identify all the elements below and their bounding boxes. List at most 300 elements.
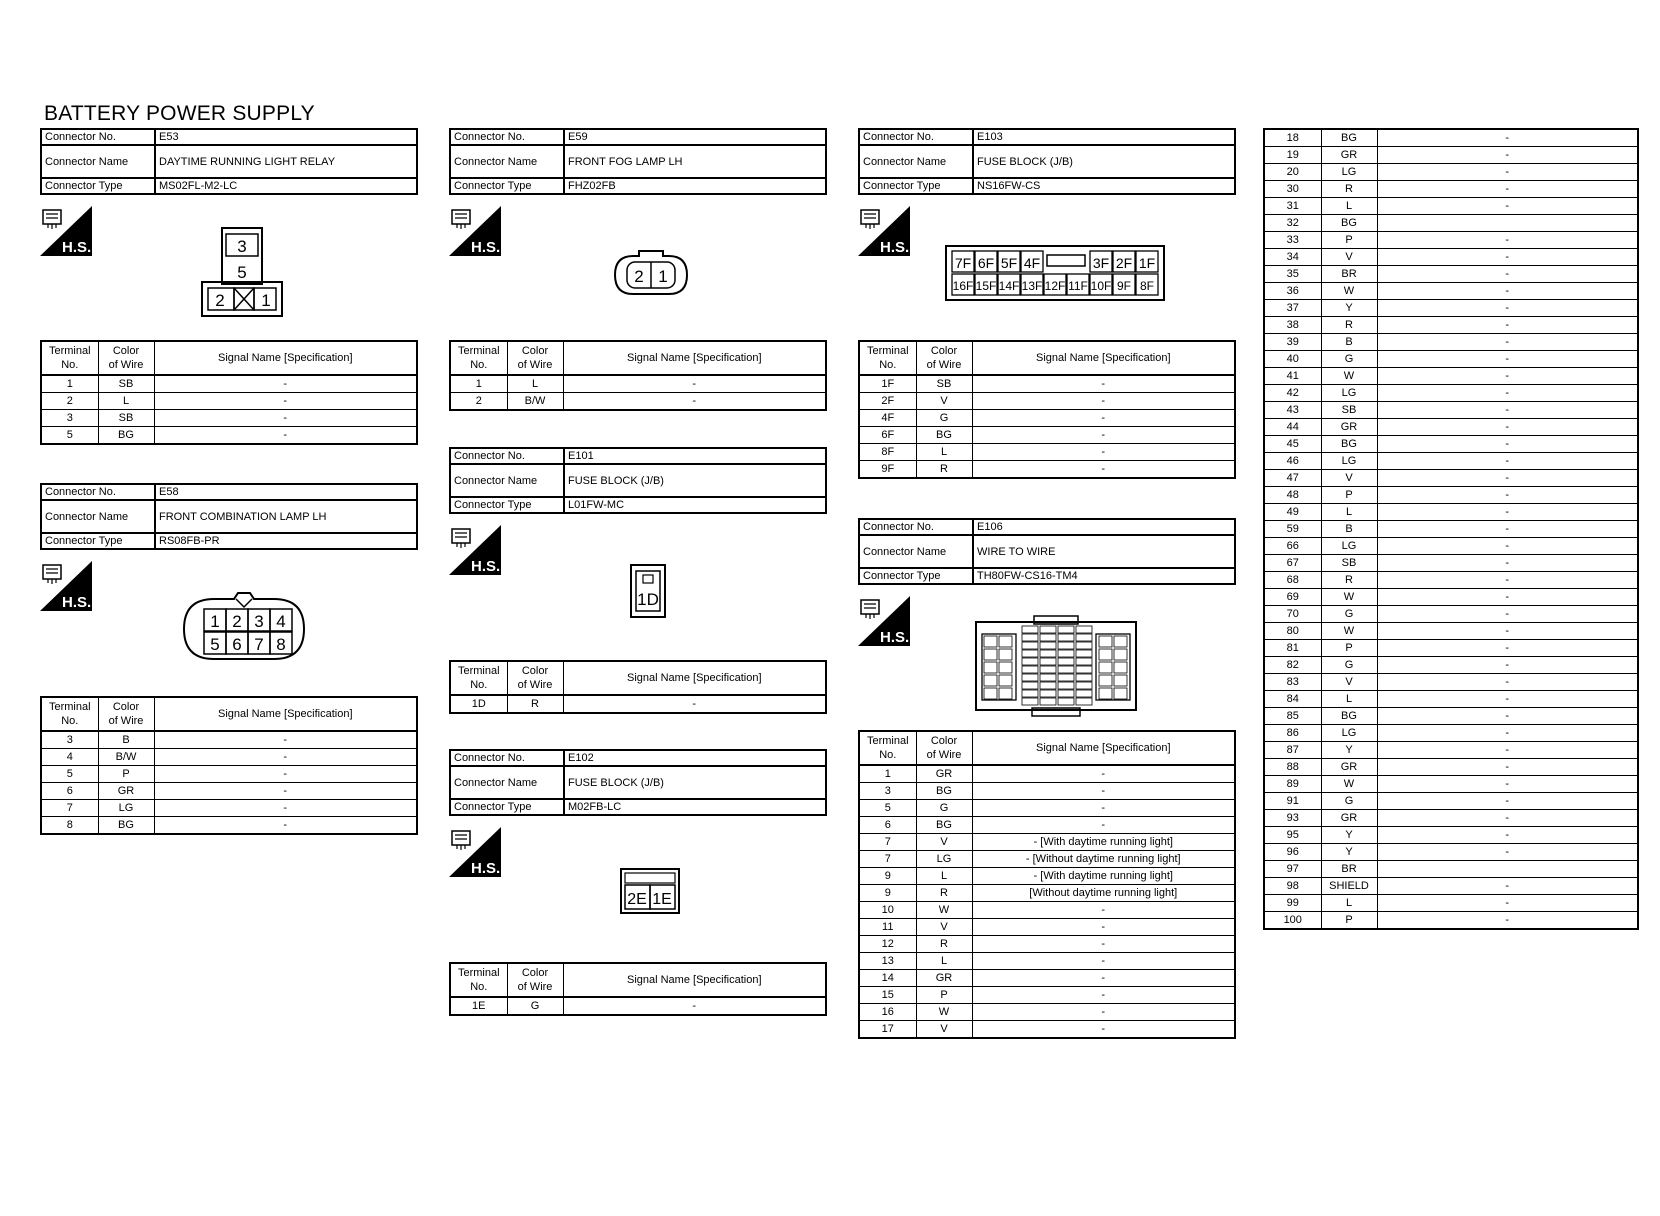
connector-face-e58 (182, 591, 306, 667)
signal-cell: - (1377, 198, 1638, 215)
signal-cell: - (1377, 844, 1638, 861)
color-cell: BG (1321, 215, 1377, 232)
color-cell: G (1321, 793, 1377, 810)
signal-cell: - (1377, 878, 1638, 895)
table-row (41, 393, 417, 410)
signal-cell: - (1377, 232, 1638, 249)
table-row (859, 970, 1235, 987)
color-cell: L (507, 375, 563, 393)
signal-cell: [Without daytime running light] (972, 885, 1235, 902)
color-cell: G (1321, 657, 1377, 674)
color-cell: LG (1321, 453, 1377, 470)
color-cell: LG (1321, 385, 1377, 402)
signal-cell: - (1377, 419, 1638, 436)
signal-cell: - (972, 375, 1235, 393)
info-value-type: RS08FB-PR (155, 533, 417, 549)
signal-cell: - (1377, 538, 1638, 555)
terminal-cell: 68 (1264, 572, 1321, 589)
table-row (41, 427, 417, 445)
terminal-cell: 7 (859, 851, 916, 868)
signal-cell: - (972, 410, 1235, 427)
table-row (1264, 572, 1638, 589)
color-cell: V (1321, 470, 1377, 487)
signal-cell: - (972, 800, 1235, 817)
table-row (859, 461, 1235, 479)
color-cell: V (916, 834, 972, 851)
info-value-name: DAYTIME RUNNING LIGHT RELAY (155, 145, 417, 178)
terminal-cell: 4 (41, 749, 98, 766)
terminal-cell: 83 (1264, 674, 1321, 691)
info-value-no: E102 (564, 750, 826, 766)
color-cell: BR (1321, 861, 1377, 878)
pin-label: 8F (1139, 279, 1155, 293)
table-row (1264, 215, 1638, 232)
terminal-cell: 8 (41, 817, 98, 835)
info-value-name: FRONT FOG LAMP LH (564, 145, 826, 178)
connector-e59 (449, 128, 827, 407)
terminal-cell: 9 (859, 885, 916, 902)
color-cell: LG (916, 851, 972, 868)
terminal-cell: 10 (859, 902, 916, 919)
terminal-table (449, 962, 827, 1016)
header-color-of-wire: Color of Wire (98, 697, 154, 731)
color-cell: SHIELD (1321, 878, 1377, 895)
table-row (859, 817, 1235, 834)
info-label: Connector No. (859, 129, 973, 145)
terminal-cell: 41 (1264, 368, 1321, 385)
terminal-cell: 8F (859, 444, 916, 461)
table-row (1264, 266, 1638, 283)
signal-cell: - (972, 987, 1235, 1004)
table-row (1264, 198, 1638, 215)
connector-info-table (858, 518, 1236, 585)
terminal-cell: 67 (1264, 555, 1321, 572)
terminal-cell: 99 (1264, 895, 1321, 912)
signal-cell: - (1377, 368, 1638, 385)
signal-cell: - (1377, 147, 1638, 164)
pin-label: 3F (1092, 255, 1110, 271)
signal-cell: - (1377, 181, 1638, 198)
svg-text:H.S.: H.S. (62, 239, 92, 256)
table-row (1264, 844, 1638, 861)
connector-face-e59 (613, 250, 689, 298)
header-color-of-wire: Color of Wire (507, 963, 563, 997)
terminal-cell: 6 (41, 783, 98, 800)
table-row (1264, 861, 1638, 878)
terminal-cell: 37 (1264, 300, 1321, 317)
table-row (859, 902, 1235, 919)
signal-cell: - (154, 783, 417, 800)
pin-label: 12F (1044, 279, 1066, 293)
table-row (450, 375, 826, 393)
table-row (1264, 912, 1638, 930)
pin-label: 5 (237, 263, 247, 282)
info-value-name: FUSE BLOCK (J/B) (973, 145, 1235, 178)
color-cell: BG (916, 783, 972, 800)
terminal-cell: 2 (450, 393, 507, 411)
signal-cell: - (1377, 436, 1638, 453)
terminal-cell: 70 (1264, 606, 1321, 623)
table-row (1264, 793, 1638, 810)
signal-cell: - (563, 393, 826, 411)
signal-cell: - (1377, 623, 1638, 640)
terminal-cell: 32 (1264, 215, 1321, 232)
color-cell: L (1321, 691, 1377, 708)
terminal-cell: 9F (859, 461, 916, 479)
terminal-cell: 38 (1264, 317, 1321, 334)
signal-cell: - (1377, 827, 1638, 844)
terminal-cell: 36 (1264, 283, 1321, 300)
table-row (1264, 640, 1638, 657)
pin-label: 7F (954, 255, 972, 271)
table-row (859, 851, 1235, 868)
terminal-cell: 69 (1264, 589, 1321, 606)
terminal-cell: 7 (859, 834, 916, 851)
info-value-no: E103 (973, 129, 1235, 145)
info-value-no: E101 (564, 448, 826, 464)
signal-cell: - (1377, 385, 1638, 402)
terminal-cell: 66 (1264, 538, 1321, 555)
info-label: Connector Type (859, 568, 973, 584)
table-row (1264, 810, 1638, 827)
info-label: Connector Name (450, 464, 564, 497)
table-row (859, 936, 1235, 953)
color-cell: LG (1321, 725, 1377, 742)
table-row (859, 427, 1235, 444)
terminal-cell: 91 (1264, 793, 1321, 810)
table-row (859, 410, 1235, 427)
color-cell: G (916, 410, 972, 427)
signal-cell: - (972, 817, 1235, 834)
table-row (859, 919, 1235, 936)
header-signal-name: Signal Name [Specification] (154, 697, 417, 731)
pin-label: 7 (254, 635, 264, 654)
signal-cell: - (1377, 725, 1638, 742)
table-row (1264, 555, 1638, 572)
color-cell: GR (1321, 419, 1377, 436)
signal-cell: - (154, 410, 417, 427)
table-row (859, 393, 1235, 410)
signal-cell: - (154, 749, 417, 766)
color-cell: L (916, 444, 972, 461)
table-row (859, 953, 1235, 970)
signal-cell: - (154, 375, 417, 393)
terminal-cell: 14 (859, 970, 916, 987)
pin-label: 1D (637, 590, 659, 609)
table-row (450, 393, 826, 411)
pin-label: 16F (952, 279, 974, 293)
header-color-of-wire: Color of Wire (98, 341, 154, 375)
signal-cell: - (1377, 657, 1638, 674)
info-label: Connector No. (450, 448, 564, 464)
color-cell: GR (916, 765, 972, 783)
terminal-cell: 39 (1264, 334, 1321, 351)
connector-e106-terminal-table-continued (1263, 128, 1639, 930)
info-value-no: E58 (155, 484, 417, 500)
terminal-table (858, 340, 1236, 479)
color-cell: BG (1321, 436, 1377, 453)
terminal-table (449, 660, 827, 714)
signal-cell: - (1377, 300, 1638, 317)
color-cell: L (1321, 895, 1377, 912)
signal-cell: - (972, 902, 1235, 919)
color-cell: BG (98, 817, 154, 835)
terminal-cell: 46 (1264, 453, 1321, 470)
info-label: Connector Name (450, 145, 564, 178)
color-cell: R (916, 461, 972, 479)
info-label: Connector No. (41, 484, 155, 500)
table-row (1264, 436, 1638, 453)
color-cell: V (916, 1021, 972, 1039)
info-value-no: E53 (155, 129, 417, 145)
color-cell: R (1321, 317, 1377, 334)
terminal-cell: 15 (859, 987, 916, 1004)
terminal-cell: 89 (1264, 776, 1321, 793)
info-label: Connector Type (450, 178, 564, 194)
color-cell: B (98, 731, 154, 749)
terminal-cell: 5 (859, 800, 916, 817)
header-signal-name: Signal Name [Specification] (563, 661, 826, 695)
table-row (859, 765, 1235, 783)
signal-cell: - (154, 800, 417, 817)
signal-cell: - [Without daytime running light] (972, 851, 1235, 868)
color-cell: BG (916, 817, 972, 834)
terminal-cell: 5 (41, 427, 98, 445)
svg-text:H.S.: H.S. (471, 558, 501, 575)
signal-cell: - (1377, 912, 1638, 930)
header-terminal-no: Terminal No. (450, 963, 507, 997)
signal-cell: - (154, 817, 417, 835)
pin-label: 2 (232, 612, 242, 631)
terminal-table (858, 730, 1236, 1039)
color-cell: L (98, 393, 154, 410)
table-row (859, 868, 1235, 885)
info-value-no: E106 (973, 519, 1235, 535)
connector-face-e53 (200, 226, 290, 320)
color-cell: L (916, 953, 972, 970)
signal-cell: - (972, 953, 1235, 970)
signal-cell: - (972, 1004, 1235, 1021)
signal-cell: - (1377, 708, 1638, 725)
connector-face-e106 (974, 614, 1140, 718)
color-cell: SB (1321, 555, 1377, 572)
table-row (1264, 657, 1638, 674)
harness-side-icon (858, 596, 910, 646)
color-cell: V (916, 919, 972, 936)
header-terminal-no: Terminal No. (41, 341, 98, 375)
terminal-cell: 42 (1264, 385, 1321, 402)
color-cell: B (1321, 334, 1377, 351)
table-row (859, 987, 1235, 1004)
signal-cell: - (563, 997, 826, 1015)
signal-cell: - (1377, 555, 1638, 572)
svg-text:H.S.: H.S. (62, 594, 92, 611)
header-terminal-no: Terminal No. (450, 341, 507, 375)
signal-cell: - (563, 375, 826, 393)
table-row (859, 1021, 1235, 1039)
pin-label: 3 (254, 612, 264, 631)
info-value-name: WIRE TO WIRE (973, 535, 1235, 568)
table-row (1264, 402, 1638, 419)
table-row (1264, 708, 1638, 725)
color-cell: W (1321, 589, 1377, 606)
signal-cell: - (154, 427, 417, 445)
terminal-cell: 96 (1264, 844, 1321, 861)
connector-e58 (40, 483, 418, 831)
table-row (1264, 487, 1638, 504)
signal-cell: - (1377, 351, 1638, 368)
info-label: Connector Name (41, 145, 155, 178)
color-cell: G (507, 997, 563, 1015)
terminal-cell: 9 (859, 868, 916, 885)
terminal-cell: 35 (1264, 266, 1321, 283)
signal-cell: - (972, 461, 1235, 479)
terminal-cell: 16 (859, 1004, 916, 1021)
color-cell: G (916, 800, 972, 817)
table-row (1264, 232, 1638, 249)
color-cell: GR (1321, 810, 1377, 827)
color-cell: W (1321, 283, 1377, 300)
terminal-cell: 4F (859, 410, 916, 427)
color-cell: BG (916, 427, 972, 444)
terminal-cell: 1 (450, 375, 507, 393)
info-label: Connector No. (859, 519, 973, 535)
color-cell: G (1321, 351, 1377, 368)
pin-label: 2E (627, 891, 647, 908)
info-value-name: FUSE BLOCK (J/B) (564, 766, 826, 799)
terminal-cell: 2F (859, 393, 916, 410)
signal-cell: - (972, 1021, 1235, 1039)
table-row (1264, 776, 1638, 793)
header-color-of-wire: Color of Wire (507, 661, 563, 695)
table-row (41, 817, 417, 835)
svg-text:H.S.: H.S. (471, 860, 501, 877)
connector-face-e102 (619, 867, 683, 917)
info-value-type: L01FW-MC (564, 497, 826, 513)
terminal-table (449, 340, 827, 411)
terminal-cell: 17 (859, 1021, 916, 1039)
signal-cell: - (1377, 589, 1638, 606)
signal-cell: - (972, 783, 1235, 800)
color-cell: G (1321, 606, 1377, 623)
harness-side-icon (40, 561, 92, 611)
terminal-cell: 1D (450, 695, 507, 713)
page-title: BATTERY POWER SUPPLY (44, 102, 315, 125)
info-label: Connector Type (450, 799, 564, 815)
signal-cell: - (1377, 895, 1638, 912)
signal-cell: - (1377, 504, 1638, 521)
terminal-cell: 30 (1264, 181, 1321, 198)
table-row (1264, 181, 1638, 198)
header-terminal-no: Terminal No. (41, 697, 98, 731)
color-cell: V (1321, 249, 1377, 266)
signal-cell: - (972, 427, 1235, 444)
table-row (1264, 623, 1638, 640)
terminal-cell: 47 (1264, 470, 1321, 487)
terminal-cell: 88 (1264, 759, 1321, 776)
color-cell: Y (1321, 300, 1377, 317)
terminal-cell: 98 (1264, 878, 1321, 895)
terminal-cell: 86 (1264, 725, 1321, 742)
color-cell: V (916, 393, 972, 410)
signal-cell (1377, 861, 1638, 878)
signal-cell: - [With daytime running light] (972, 868, 1235, 885)
terminal-cell: 7 (41, 800, 98, 817)
terminal-cell: 34 (1264, 249, 1321, 266)
harness-side-icon (449, 206, 501, 256)
info-label: Connector Name (450, 766, 564, 799)
pin-label: 2 (215, 291, 225, 310)
signal-cell: - (154, 393, 417, 410)
color-cell: Y (1321, 742, 1377, 759)
header-color-of-wire: Color of Wire (916, 341, 972, 375)
terminal-cell: 40 (1264, 351, 1321, 368)
table-row (1264, 385, 1638, 402)
terminal-cell: 2 (41, 393, 98, 410)
color-cell: GR (1321, 147, 1377, 164)
header-signal-name: Signal Name [Specification] (563, 341, 826, 375)
signal-cell: - (1377, 470, 1638, 487)
table-row (41, 783, 417, 800)
table-row (1264, 504, 1638, 521)
signal-cell: - (972, 393, 1235, 410)
signal-cell: - (1377, 317, 1638, 334)
signal-cell: - (972, 765, 1235, 783)
terminal-cell: 81 (1264, 640, 1321, 657)
info-value-type: M02FB-LC (564, 799, 826, 815)
table-row (859, 444, 1235, 461)
signal-cell: - (1377, 521, 1638, 538)
info-label: Connector No. (41, 129, 155, 145)
info-label: Connector Type (450, 497, 564, 513)
terminal-cell: 31 (1264, 198, 1321, 215)
table-row (1264, 691, 1638, 708)
terminal-cell: 6F (859, 427, 916, 444)
pin-label: 15F (975, 279, 997, 293)
table-row (1264, 351, 1638, 368)
color-cell: B/W (507, 393, 563, 411)
harness-side-icon (449, 525, 501, 575)
terminal-cell: 95 (1264, 827, 1321, 844)
connector-e103 (858, 128, 1236, 475)
signal-cell: - (1377, 402, 1638, 419)
table-row (859, 885, 1235, 902)
signal-cell: - (1377, 606, 1638, 623)
harness-side-icon (858, 206, 910, 256)
header-signal-name: Signal Name [Specification] (563, 963, 826, 997)
info-label: Connector No. (450, 129, 564, 145)
info-label: Connector Type (859, 178, 973, 194)
signal-cell: - (154, 766, 417, 783)
terminal-cell: 84 (1264, 691, 1321, 708)
table-row (41, 766, 417, 783)
table-row (41, 800, 417, 817)
connector-info-table (449, 749, 827, 816)
table-row (1264, 538, 1638, 555)
signal-cell: - (1377, 487, 1638, 504)
color-cell: L (916, 868, 972, 885)
connector-info-table (858, 128, 1236, 195)
color-cell: R (1321, 181, 1377, 198)
terminal-cell: 43 (1264, 402, 1321, 419)
table-row (859, 1004, 1235, 1021)
color-cell: SB (916, 375, 972, 393)
color-cell: P (1321, 487, 1377, 504)
color-cell: W (916, 1004, 972, 1021)
terminal-table (1263, 128, 1639, 930)
terminal-cell: 93 (1264, 810, 1321, 827)
pin-label: 2 (634, 267, 644, 286)
